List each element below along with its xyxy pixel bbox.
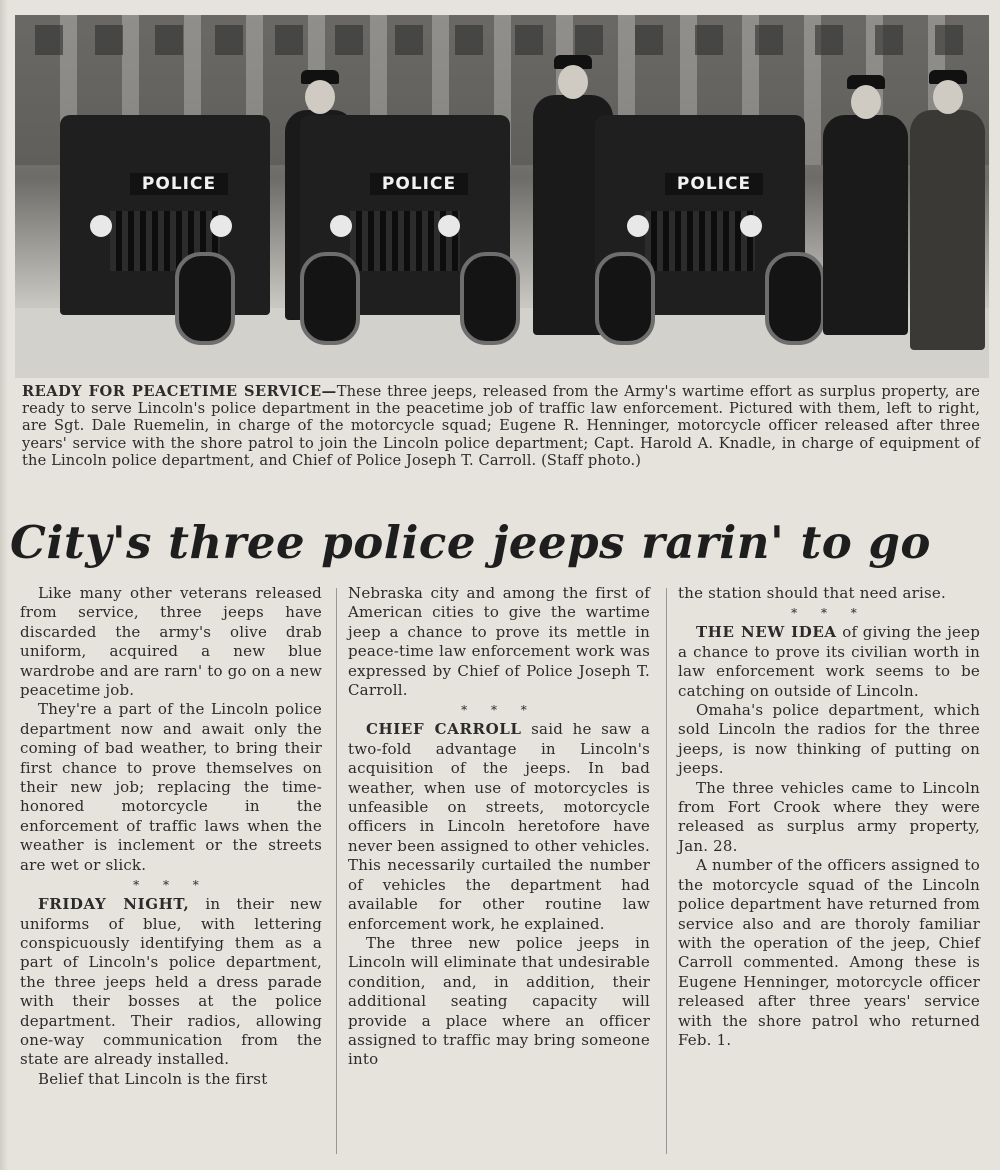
paragraph: The three new police jeeps in Lincoln will eliminate that undesirable condition, and, in addition, their additional seating capacity will provide a place where an officer assigned to traffic may bring someone into (348, 933, 650, 1069)
paragraph-text: in their new uniforms of blue, with lettering conspicuously identifying them as a part of Lincoln's police department, the three jeeps held a dress parade with their bosses at the police department. Their radios, allowing one-way communication from the state are already installed. (20, 895, 322, 1069)
section-stars: * * * (133, 878, 209, 893)
paragraph (348, 720, 650, 933)
caption-lead: READY FOR PEACETIME SERVICE— (22, 383, 337, 400)
article-column-3 (678, 584, 980, 1050)
paragraph (678, 623, 980, 701)
section-stars: * * * (791, 606, 867, 621)
chief-carroll (910, 110, 985, 350)
police-jeep-1 (60, 115, 270, 315)
jeep-plate: POLICE (665, 173, 763, 195)
photo-caption (22, 383, 980, 469)
building-windows (35, 25, 969, 55)
headlight (438, 215, 460, 237)
jeep-grille (645, 211, 755, 271)
article-column-2 (348, 584, 650, 1070)
paragraph: the station should that need arise. (678, 584, 946, 602)
wheel (595, 252, 655, 345)
capt-knadle (823, 115, 908, 335)
column-rule (666, 588, 667, 1154)
wheel (300, 252, 360, 345)
jeep-plate: POLICE (130, 173, 228, 195)
caption-text: These three jeeps, released from the Army's wartime effort as surplus property, are ready to serve Lincoln's police department in the peacetime job of traffic law enforcement. Pictured with them, left to right, are Sgt. Dale Ruemelin, in charge of the motorcycle squad; Eugene R. Henninger, motorcycle officer released after three years' service with the shore patrol to join the Lincoln police department; Capt. Harold A. Knadle, in charge of equipment of the Lincoln police department, and Chief of Police Joseph T. Carroll. (Staff photo.) (22, 383, 981, 469)
column-rule (336, 588, 337, 1154)
officer-head (305, 80, 335, 114)
headlight (627, 215, 649, 237)
headlight (330, 215, 352, 237)
paragraph: Like many other veterans released from service, three jeeps have discarded the army's olive drab uniform, acquired a new blue wardrobe and are rarn' to go on a new peacetime job. (20, 584, 322, 700)
paragraph-lead: CHIEF CARROLL (366, 720, 522, 739)
officer-head (558, 65, 588, 99)
paragraph-lead: FRIDAY NIGHT, (38, 895, 190, 914)
paragraph: They're a part of the Lincoln police department now and await only the coming of bad weather, to bring their first chance to prove themselves on their new job; replacing the time-honored motorcycle in the enforcement of traffic laws when the weather is inclement or the streets are wet or slick. (20, 700, 322, 874)
headlight (740, 215, 762, 237)
headline: City's three police jeeps rarin' to go (10, 516, 931, 569)
paragraph-text: said he saw a two-fold advantage in Lincoln's acquisition of the jeeps. In bad weather, when use of motorcycles is unfeasible on streets, motorcycle officers in Lincoln heretofore have never been assigned to other vehicles. This necessarily curtailed the number of vehicles the department had available for other routine law enforcement work, he explained. (348, 720, 650, 933)
news-photo (15, 15, 989, 378)
wheel (175, 252, 235, 345)
wheel (460, 252, 520, 345)
paragraph-text: of giving the jeep a chance to prove its civilian worth in law enforcement work seems to be catching on outside of Lincoln. (678, 623, 981, 700)
police-jeep-3 (595, 115, 805, 315)
paragraph: Belief that Lincoln is the first (38, 1069, 268, 1088)
paragraph: Omaha's police department, which sold Lincoln the radios for the three jeeps, is now thinking of putting on jeeps. (678, 701, 980, 778)
paragraph: The three vehicles came to Lincoln from Fort Crook where they were released as surplus army property, Jan. 28. (678, 778, 980, 855)
headlight (210, 215, 232, 237)
police-jeep-2 (300, 115, 510, 315)
jeep-plate: POLICE (370, 173, 468, 195)
person-head (933, 80, 963, 114)
officer-head (851, 85, 881, 119)
paragraph: A number of the officers assigned to the motorcycle squad of the Lincoln police department have returned from service also and are thoroly familiar with the operation of the jeep, Chief Carroll commented. Among these is Eugene Henninger, motorcycle officer released after three years' service with the shore patrol who returned Feb. 1. (678, 856, 980, 1049)
page-edge-shadow (0, 0, 8, 1170)
paragraph-lead: THE NEW IDEA (696, 623, 837, 642)
paragraph: Nebraska city and among the first of American cities to give the wartime jeep a chance to prove its mettle in peace-time law enforcement work was expressed by Chief of Police Joseph T. Carroll. (348, 584, 650, 700)
paragraph (20, 895, 322, 1070)
section-stars: * * * (461, 703, 537, 718)
wheel (765, 252, 825, 345)
article-column-1 (20, 584, 322, 1089)
headlight (90, 215, 112, 237)
